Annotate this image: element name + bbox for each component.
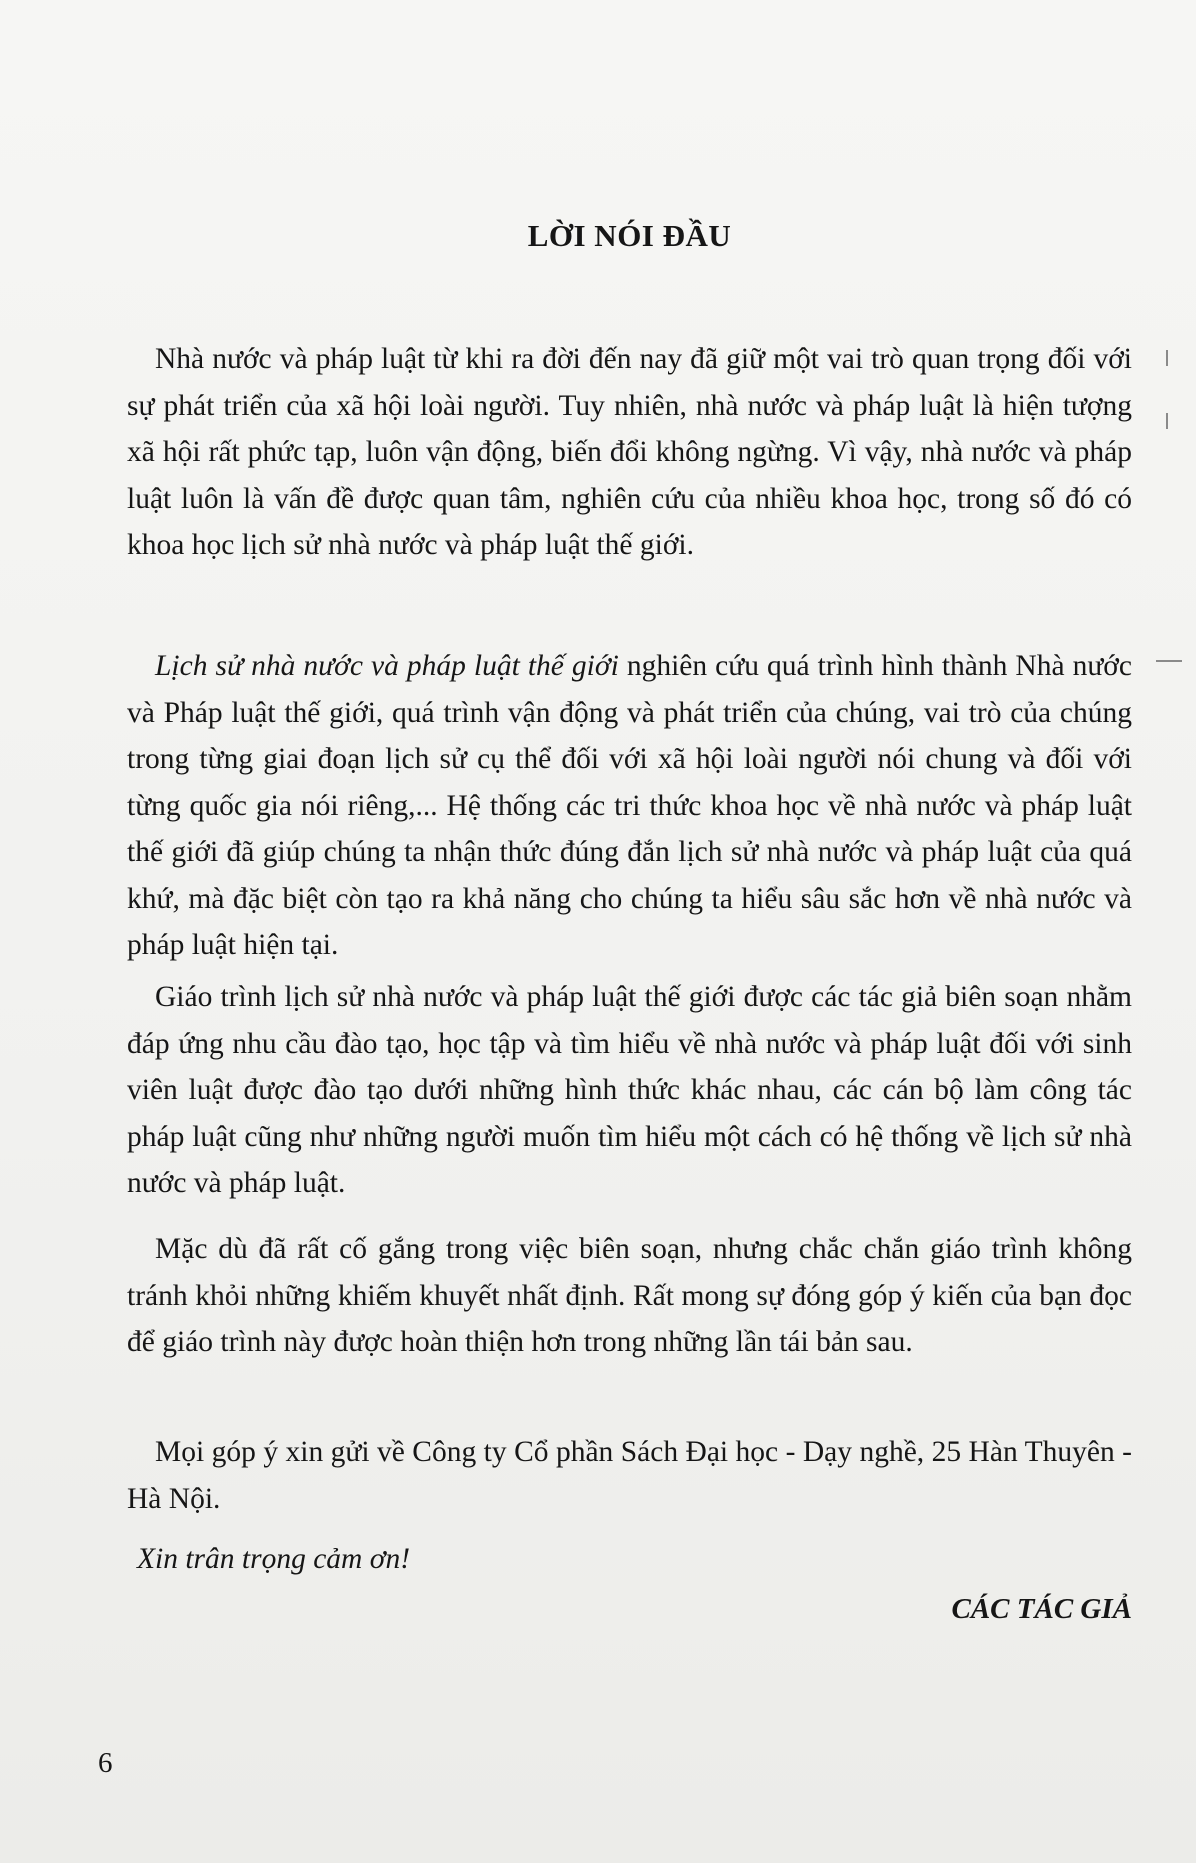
- paragraph-subject-text: [127, 643, 1132, 969]
- margin-mark: [1156, 660, 1182, 662]
- margin-mark: [1166, 350, 1168, 366]
- margin-mark: [1166, 413, 1168, 429]
- paragraph-purpose-text: Giáo trình lịch sử nhà nước và pháp luật thế giới được các tác giả biên soạn nhằm đáp ứng nhu cầu đào tạo, học tập và tìm hiểu về nhà nước và pháp luật đối với sinh viên luật được đào tạo dưới những hình thức khác nhau, các cán bộ làm công tác pháp luật cũng như những người muốn tìm hiểu một cách có hệ thống về lịch sử nhà nước và pháp luật.: [127, 981, 1132, 1199]
- paragraph-contact: [127, 1429, 1132, 1522]
- paragraph-feedback-text: Mặc dù đã rất cố gắng trong việc biên soạn, nhưng chắc chắn giáo trình không tránh khỏi những khiếm khuyết nhất định. Rất mong sự đóng góp ý kiến của bạn đọc để giáo trình này được hoàn thiện hơn trong những lần tái bản sau.: [127, 1233, 1132, 1358]
- paragraph-contact-text: Mọi góp ý xin gửi về Công ty Cổ phần Sách Đại học - Dạy nghề, 25 Hàn Thuyên - Hà Nội.: [127, 1436, 1132, 1515]
- paragraph-intro: [127, 336, 1132, 569]
- paragraph-subject-rest: nghiên cứu quá trình hình thành Nhà nước và Pháp luật thế giới, quá trình vận động và phát triển của chúng, vai trò của chúng trong từng giai đoạn lịch sử cụ thể đối với xã hội loài người nói chung và đối với từng quốc gia nói riêng,... Hệ thống các tri thức khoa học về nhà nước và pháp luật thế giới đã giúp chúng ta nhận thức đúng đắn lịch sử nhà nước và pháp luật của quá khứ, mà đặc biệt còn tạo ra khả năng cho chúng ta hiểu sâu sắc hơn về nhà nước và pháp luật hiện tại.: [127, 650, 1133, 961]
- authors-signature: CÁC TÁC GIẢ: [951, 1593, 1132, 1625]
- page-title: LỜI NÓI ĐẦU: [527, 218, 732, 253]
- thanks-line: Xin trân trọng cảm ơn!: [137, 1543, 411, 1575]
- paragraph-intro-text: Nhà nước và pháp luật từ khi ra đời đến nay đã giữ một vai trò quan trọng đối với sự phát triển của xã hội loài người. Tuy nhiên, nhà nước và pháp luật là hiện tượng xã hội rất phức tạp, luôn vận động, biến đổi không ngừng. Vì vậy, nhà nước và pháp luật luôn là vấn đề được quan tâm, nghiên cứu của nhiều khoa học, trong số đó có khoa học lịch sử nhà nước và pháp luật thế giới.: [127, 343, 1132, 561]
- book-title-italic: Lịch sử nhà nước và pháp luật thế giới: [155, 650, 619, 682]
- page-number: 6: [98, 1747, 113, 1779]
- paragraph-purpose: [127, 974, 1132, 1207]
- paragraph-feedback: [127, 1226, 1132, 1366]
- paragraph-subject: [127, 643, 1132, 969]
